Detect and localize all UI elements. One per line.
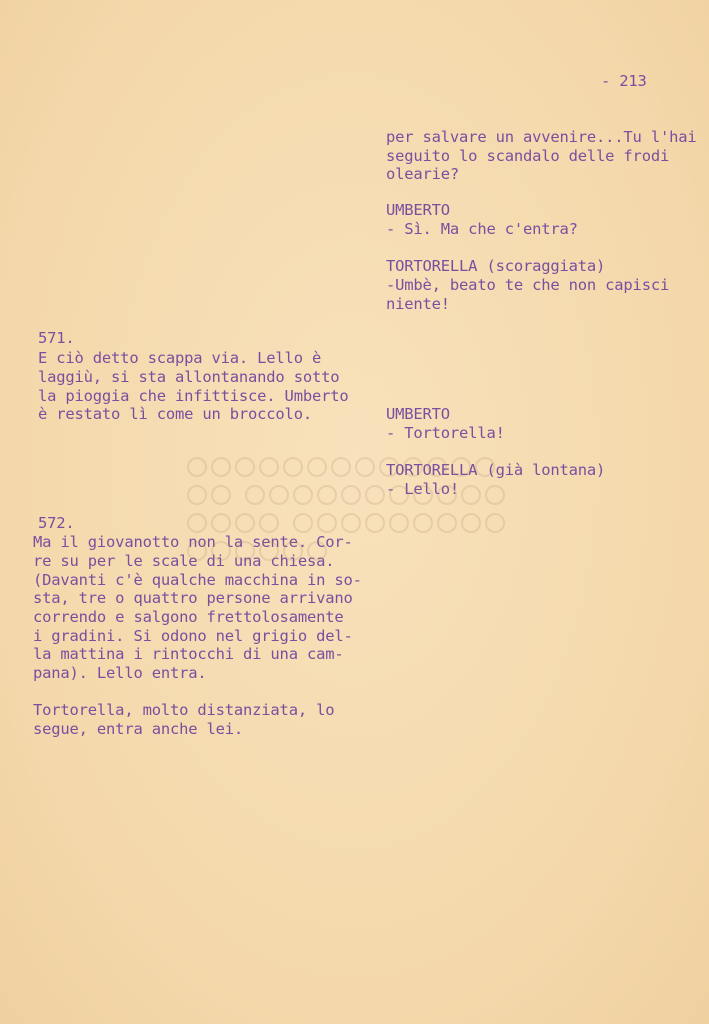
dialogue-line: seguito lo scandalo delle frodi bbox=[386, 147, 670, 165]
dialogue-line: -Umbè, beato te che non capisci bbox=[386, 276, 670, 294]
dialogue-line: - Sì. Ma che c'entra? bbox=[386, 220, 578, 238]
speaker-name: UMBERTO bbox=[386, 201, 450, 219]
scene-number: 571. bbox=[38, 329, 75, 347]
dialogue-line: olearie? bbox=[386, 165, 460, 183]
scene-text-line: Tortorella, molto distanziata, lo bbox=[33, 701, 335, 719]
dialogue-line: - Tortorella! bbox=[386, 424, 505, 442]
scene-text-line: laggiù, si sta allontanando sotto bbox=[38, 368, 340, 386]
scene-text-line: pana). Lello entra. bbox=[33, 664, 207, 682]
dialogue-line: - Lello! bbox=[386, 480, 460, 498]
speaker-name: UMBERTO bbox=[386, 405, 450, 423]
scene-number: 572. bbox=[38, 514, 75, 532]
scene-text-line: correndo e salgono frettolosamente bbox=[33, 608, 344, 626]
scene-text-line: re su per le scale di una chiesa. bbox=[33, 552, 335, 570]
scene-text-line: è restato lì come un broccolo. bbox=[38, 405, 312, 423]
speaker-name: TORTORELLA (scoraggiata) bbox=[386, 257, 606, 275]
scene-text-line: segue, entra anche lei. bbox=[33, 720, 244, 738]
scene-text-line: sta, tre o quattro persone arrivano bbox=[33, 589, 353, 607]
scene-text-line: la mattina i rintocchi di una cam- bbox=[33, 645, 344, 663]
scene-text-line: E ciò detto scappa via. Lello è bbox=[38, 349, 322, 367]
speaker-name: TORTORELLA (già lontana) bbox=[386, 461, 606, 479]
scene-text-line: la pioggia che infittisce. Umberto bbox=[38, 387, 349, 405]
dialogue-line: per salvare un avvenire...Tu l'hai bbox=[386, 128, 697, 146]
scene-text-line: i gradini. Si odono nel grigio del- bbox=[33, 627, 353, 645]
page-number: - 213 bbox=[601, 72, 647, 90]
scene-text-line: Ma il giovanotto non la sente. Cor- bbox=[33, 533, 353, 551]
scene-text-line: (Davanti c'è qualche macchina in so- bbox=[33, 571, 362, 589]
dialogue-line: niente! bbox=[386, 295, 450, 313]
